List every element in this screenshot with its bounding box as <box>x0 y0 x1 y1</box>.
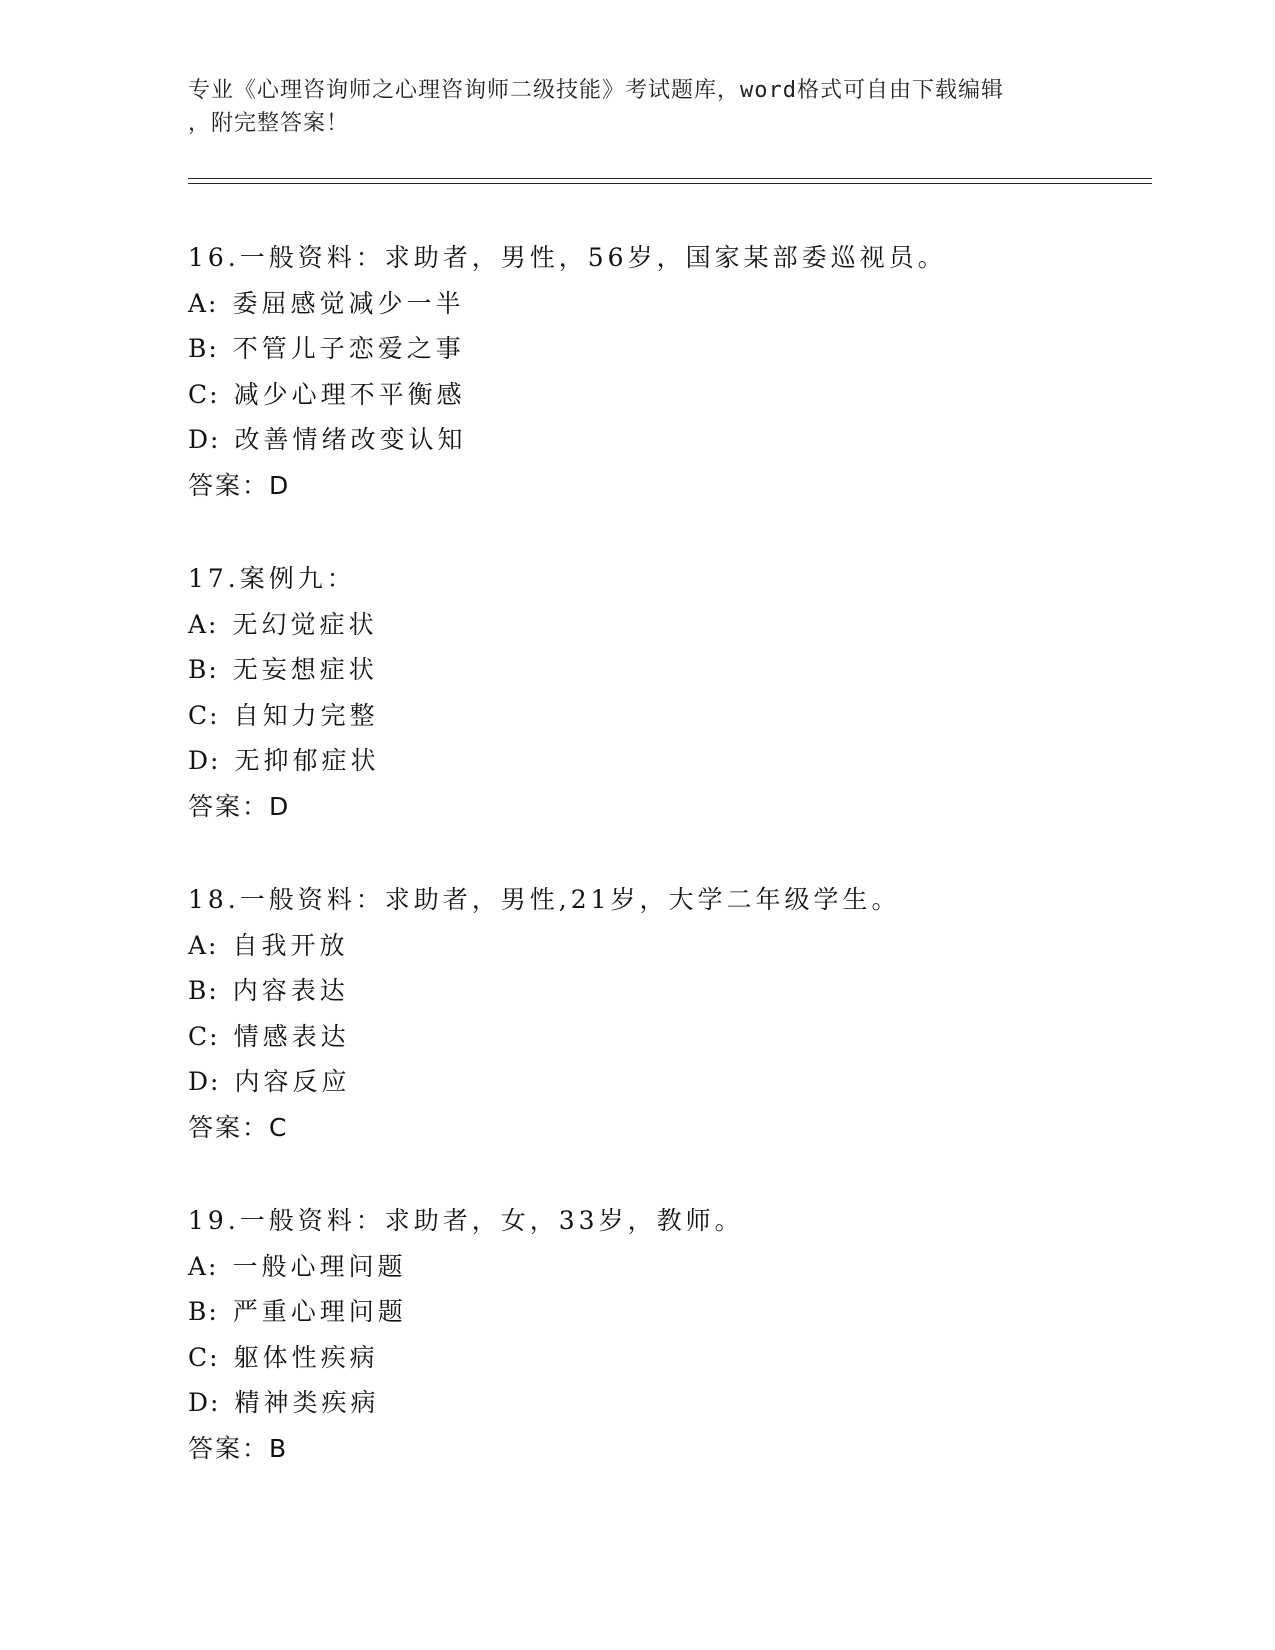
header-line-1: 专业《心理咨询师之心理咨询师二级技能》考试题库，word格式可自由下载编辑 <box>188 78 1004 103</box>
option-d <box>188 1059 1148 1105</box>
option-key: B: <box>188 976 219 1005</box>
option-text: 严重心理问题 <box>232 1297 407 1326</box>
option-key: A: <box>188 1251 219 1281</box>
option-key: D: <box>188 1067 221 1096</box>
answer-line: 答案：B <box>188 1433 289 1463</box>
option-d <box>188 417 1148 463</box>
option-key: A: <box>188 288 219 318</box>
option-key: D: <box>188 1388 221 1417</box>
question-stem: 18.一般资料：求助者，男性,21岁，大学二年级学生。 <box>188 885 901 914</box>
option-d <box>188 738 1148 784</box>
option-key: A: <box>188 609 219 639</box>
option-text: 自我开放 <box>232 930 349 960</box>
question-17 <box>188 556 1148 829</box>
option-text: 内容反应 <box>234 1067 351 1096</box>
option-text: 躯体性疾病 <box>233 1342 379 1372</box>
document-header <box>188 74 1068 140</box>
question-18 <box>188 877 1148 1150</box>
question-stem: 17.案例九： <box>188 564 356 593</box>
option-key: B: <box>188 655 219 684</box>
option-b <box>188 326 1148 372</box>
option-key: D: <box>188 425 221 454</box>
option-c <box>188 693 1148 739</box>
question-stem: 19.一般资料：求助者，女，33岁，教师。 <box>188 1206 744 1235</box>
option-b <box>188 968 1148 1014</box>
option-text: 委屈感觉减少一半 <box>232 288 465 318</box>
option-c <box>188 372 1148 418</box>
option-text: 改善情绪改变认知 <box>234 425 467 454</box>
option-text: 无抑郁症状 <box>234 746 380 775</box>
option-text: 不管儿子恋爱之事 <box>232 334 465 363</box>
option-key: C: <box>188 1342 220 1372</box>
option-key: C: <box>188 1021 220 1051</box>
option-text: 精神类疾病 <box>234 1388 380 1417</box>
question-stem: 16.一般资料：求助者，男性，56岁，国家某部委巡视员。 <box>188 243 947 272</box>
option-text: 内容表达 <box>232 976 349 1005</box>
header-divider-bottom <box>188 183 1152 184</box>
option-c <box>188 1335 1148 1381</box>
option-a <box>188 1244 1148 1290</box>
header-line-2: ，附完整答案！ <box>188 111 350 136</box>
option-text: 无妄想症状 <box>232 655 378 684</box>
question-19 <box>188 1198 1148 1471</box>
option-text: 自知力完整 <box>233 700 379 730</box>
answer-line: 答案：C <box>188 1112 289 1142</box>
option-key: A: <box>188 930 219 960</box>
option-d <box>188 1380 1148 1426</box>
option-a <box>188 281 1148 327</box>
option-key: B: <box>188 334 219 363</box>
option-text: 情感表达 <box>233 1021 350 1051</box>
option-a <box>188 602 1148 648</box>
option-text: 一般心理问题 <box>232 1251 407 1281</box>
option-c <box>188 1014 1148 1060</box>
answer-line: 答案：D <box>188 791 291 821</box>
option-b <box>188 1289 1148 1335</box>
question-16 <box>188 235 1148 508</box>
option-a <box>188 923 1148 969</box>
option-key: D: <box>188 746 221 775</box>
option-key: C: <box>188 700 220 730</box>
option-text: 减少心理不平衡感 <box>233 379 466 409</box>
answer-line: 答案：D <box>188 470 291 500</box>
option-key: B: <box>188 1297 219 1326</box>
option-text: 无幻觉症状 <box>232 609 378 639</box>
header-divider-top <box>188 178 1152 179</box>
option-b <box>188 647 1148 693</box>
option-key: C: <box>188 379 220 409</box>
